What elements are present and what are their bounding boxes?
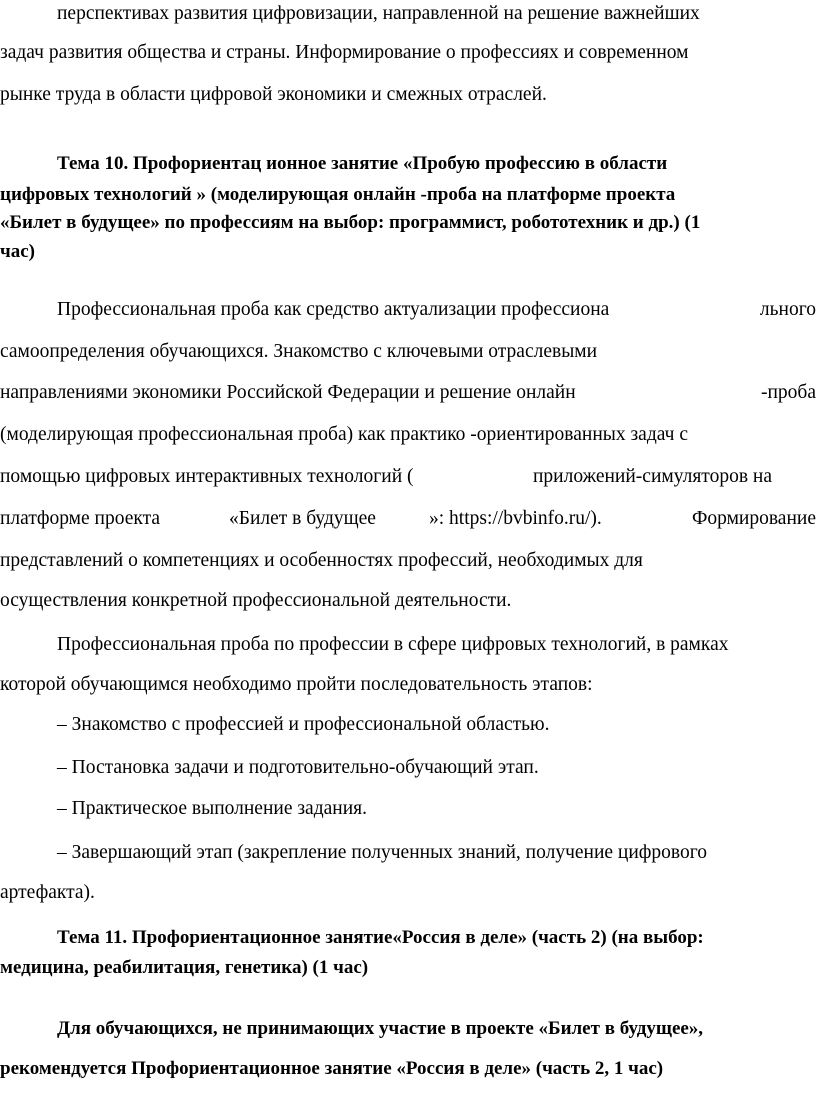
para1-line-2: самоопределения обучающихся. Знакомство с ключевыми отраслевыми [0, 341, 598, 362]
note-line-2: рекомендуется Профориентационное занятие «Россия в деле» (часть 2, 1 час) [0, 1058, 664, 1079]
para1-line-6-d: Формирование [691, 508, 816, 529]
para1-line-6-a: платформе проекта [0, 508, 161, 529]
topic10-heading-line-2: цифровых технологий » (моделирующая онлайн -проба на платформе проекта [0, 184, 676, 205]
intro-line-3: рынке труда в области цифровой экономики и смежных отраслей. [0, 84, 547, 105]
para2-line-2: которой обучающимся необходимо пройти последовательность этапов: [0, 674, 593, 695]
stage-item: – Постановка задачи и подготовительно-обучающий этап. [57, 757, 539, 778]
para1-line-3-start: направлениями экономики Российской Федерации и решение онлайн [0, 382, 576, 403]
para1-line-5-end: приложений-симуляторов на [533, 466, 772, 487]
topic10-heading-line-3: «Билет в будущее» по профессиям на выбор: программист, робототехник и др.) (1 [0, 212, 701, 233]
topic11-heading-line-1: Тема 11. Профориентационное занятие«Россия в деле» (часть 2) (на выбор: [57, 927, 704, 948]
stage-item-continuation: артефакта). [0, 882, 95, 903]
topic10-heading-line-1: Тема 10. Профориентац ионное занятие «Пробую профессию в области [57, 153, 668, 174]
note-line-1: Для обучающихся, не принимающих участие в проекте «Билет в будущее», [57, 1018, 704, 1039]
stage-item: – Практическое выполнение задания. [57, 798, 368, 819]
para1-line-4: (моделирующая профессиональная проба) как практико -ориентированных задач с [0, 424, 688, 445]
stage-item: – Знакомство с профессией и профессиональной областью. [57, 714, 550, 735]
topic11-heading-line-2: медицина, реабилитация, генетика) (1 час) [0, 957, 369, 978]
para1-line-3 [0, 381, 816, 405]
para1-line-7: представлений о компетенциях и особенностях профессий, необходимых для [0, 550, 643, 571]
para1-line-6 [0, 507, 816, 531]
topic10-heading-line-4: час) [0, 241, 35, 262]
para1-line-5-start: помощью цифровых интерактивных технологий ( [0, 466, 414, 487]
para1-line-1-start: Профессиональная проба как средство актуализации профессиона [57, 299, 610, 320]
para2-line-1: Профессиональная проба по профессии в сфере цифровых технологий, в рамках [57, 634, 729, 655]
para1-line-8: осуществления конкретной профессиональной деятельности. [0, 590, 512, 611]
para1-line-1 [0, 298, 816, 322]
intro-line-1: перспективах развития цифровизации, направленной на решение важнейших [57, 3, 700, 24]
para1-line-6-b: «Билет в будущее [229, 508, 376, 529]
para1-line-1-end: льного [759, 299, 816, 320]
para1-line-3-end: -проба [760, 382, 816, 403]
para1-line-6-c: »: https://bvbinfo.ru/). [429, 508, 602, 529]
para1-line-5 [0, 465, 816, 489]
intro-line-2: задач развития общества и страны. Информирование о профессиях и современном [0, 42, 689, 63]
stage-item: – Завершающий этап (закрепление полученных знаний, получение цифрового [57, 842, 708, 863]
